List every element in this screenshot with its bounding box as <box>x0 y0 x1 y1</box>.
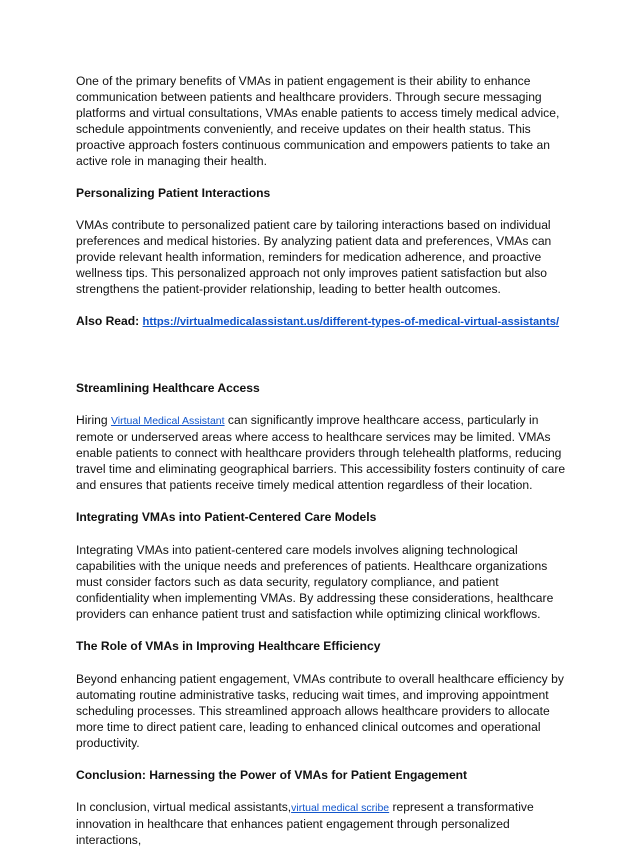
heading-integrating: Integrating VMAs into Patient-Centered Care Models <box>76 510 377 524</box>
streamlining-text-start: Hiring <box>76 413 111 427</box>
conclusion-text-end: represent a transformative innovation in healthcare that enhances patient engagement through personalized interactions, <box>76 800 534 847</box>
conclusion-text-start: In conclusion, virtual medical assistants, <box>76 800 292 814</box>
paragraph-conclusion <box>76 799 566 848</box>
paragraph-efficiency: Beyond enhancing patient engagement, VMAs contribute to overall healthcare efficiency by automating routine administrative tasks, reducing wait times, and improving appointment scheduling processes. This streamlined approach allows healthcare providers to allocate more time to direct patient care, leading to enhanced clinical outcomes and operational productivity. <box>76 672 564 750</box>
heading-efficiency: The Role of VMAs in Improving Healthcare Efficiency <box>76 639 381 653</box>
virtual-medical-scribe-link[interactable]: virtual medical scribe <box>291 802 390 814</box>
document-body <box>76 73 566 848</box>
paragraph-streamlining <box>76 412 566 493</box>
paragraph-personalizing: VMAs contribute to personalized patient care by tailoring interactions based on individual preferences and medical histories. By analyzing patient data and preferences, VMAs can provide relevant health information, reminders for medication adherence, and proactive wellness tips. This personalized approach not only improves patient satisfaction but also strengthens the patient-provider relationship, leading to better health outcomes. <box>76 218 552 296</box>
also-read-line <box>76 313 566 330</box>
also-read-label: Also Read: <box>76 314 140 328</box>
also-read-link[interactable]: https://virtualmedicalassistant.us/different-types-of-medical-virtual-assistants/ <box>142 316 560 328</box>
heading-conclusion: Conclusion: Harnessing the Power of VMAs for Patient Engagement <box>76 768 468 782</box>
heading-streamlining: Streamlining Healthcare Access <box>76 381 260 395</box>
paragraph-integrating: Integrating VMAs into patient-centered care models involves aligning technological capabilities with the unique needs and preferences of patients. Healthcare organizations must consider factors such as data security, regulatory compliance, and patient confidentiality when implementing VMAs. By addressing these considerations, healthcare providers can enhance patient trust and satisfaction while optimizing clinical workflows. <box>76 543 554 621</box>
heading-personalizing: Personalizing Patient Interactions <box>76 186 271 200</box>
streamlining-text-end: can significantly improve healthcare access, particularly in remote or underserved areas where access to healthcare services may be limited. VMAs enable patients to connect with healthcare providers through telehealth platforms, reducing travel time and eliminating geographical barriers. This accessibility fosters continuity of care and ensures that patients receive timely medical attention regardless of their location. <box>76 413 566 492</box>
virtual-medical-assistant-link[interactable]: Virtual Medical Assistant <box>110 415 225 427</box>
paragraph-benefits: One of the primary benefits of VMAs in patient engagement is their ability to enhance communication between patients and healthcare providers. Through secure messaging platforms and virtual consultations, VMAs enable patients to access timely medical advice, schedule appointments conveniently, and receive updates on their health status. This proactive approach fosters continuous communication and empowers patients to take an active role in managing their health. <box>76 74 560 168</box>
